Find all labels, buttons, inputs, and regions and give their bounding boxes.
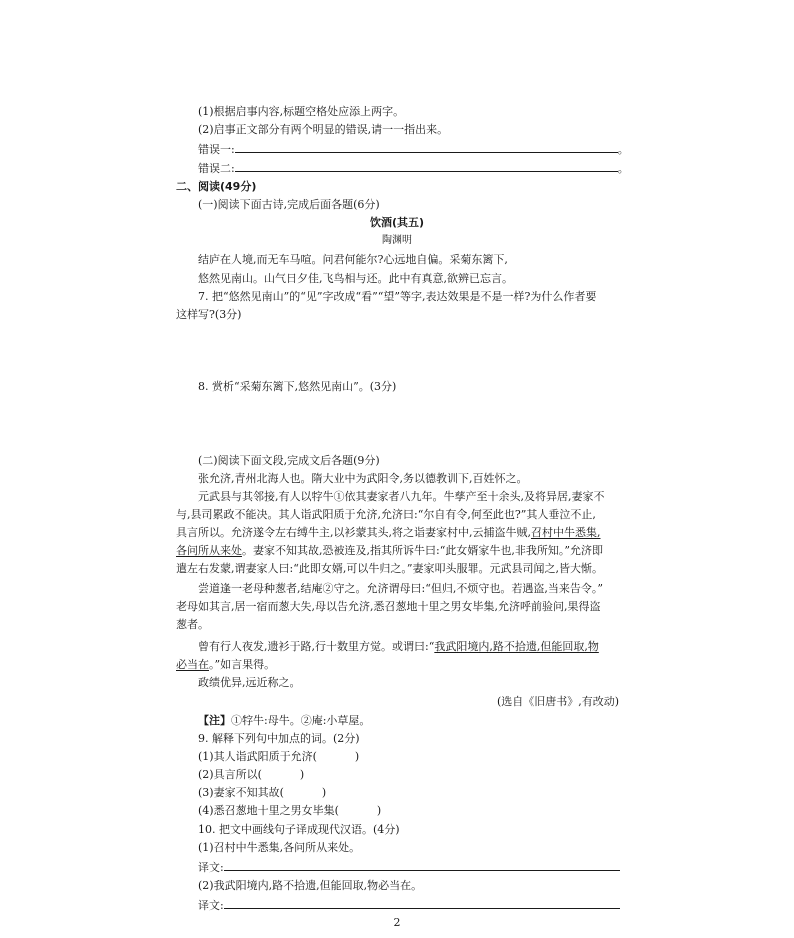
- close-paren: ): [354, 750, 360, 763]
- prose-text: 具言所以。允济遂令左右缚牛主,以衫蒙其头,将之诣妻家村中,云捕盗牛贼,: [176, 526, 531, 539]
- question-7: 7. 把“悠然见南山”的“见”字改成“看”“望”等字,表达效果是不是一样?为什么作者要: [198, 290, 597, 303]
- question-10-1: (1)召村中牛悉集,各问所从来处。: [198, 841, 361, 854]
- prose-paragraph-1: 张允济,青州北海人也。隋大业中为武阳令,务以德教训下,百姓怀之。: [198, 472, 528, 485]
- error-one-label: 错误一:: [198, 143, 235, 156]
- question-8: 8. 赏析“采菊东篱下,悠然见南山”。(3分): [198, 380, 397, 393]
- poem-line-1: 结庐在人境,而无车马喧。问君何能尔?心远地自偏。采菊东篱下,: [198, 253, 508, 266]
- poem-instruction: (一)阅读下面古诗,完成后面各题(6分): [198, 198, 380, 211]
- prose-p2-line3: [176, 525, 600, 540]
- translation-blank-2[interactable]: [224, 897, 620, 909]
- prose-p2-line5: 遣左右发蒙,谓妻家人曰:“此即女婿,可以牛归之。”妻家叩头服罪。元武县司闻之,皆大惭。: [176, 562, 603, 575]
- prose-p4-line2: [176, 657, 275, 672]
- translation-row-1: [198, 859, 620, 875]
- poem-line-2: 悠然见南山。山气日夕佳,飞鸟相与还。此中有真意,欲辨已忘言。: [198, 272, 513, 285]
- question-1: (1)根据启事内容,标题空格处应添上两字。: [198, 105, 405, 118]
- prose-p3-line2: 老母如其言,居一宿而葱大失,母以告允济,悉召葱地十里之男女毕集,允济呼前验问,果得盗: [176, 600, 601, 613]
- end-mark: 。: [617, 162, 629, 175]
- note-label: 【注】: [198, 714, 231, 727]
- question-9: 9. 解释下列句中加点的词。(2分): [198, 732, 360, 745]
- prose-text: 。”如言果得。: [209, 658, 276, 671]
- prose-p2-line1: 元武县与其邻接,有人以牸牛①依其妻家者八九年。牛孳产至十余头,及将异居,妻家不: [198, 490, 605, 503]
- underlined-sentence-1a: 召村中牛悉集,: [530, 526, 601, 539]
- prose-p2-line4: [176, 543, 603, 558]
- page-number: 2: [393, 916, 401, 929]
- question-10: 10. 把文中画线句子译成现代汉语。(4分): [198, 823, 400, 836]
- close-paren: ): [299, 768, 305, 781]
- error-one-row: [198, 141, 629, 157]
- question-9-3: [198, 785, 326, 800]
- translation-row-2: [198, 897, 620, 913]
- section-title: 二、阅读(49分): [176, 180, 257, 193]
- prose-paragraph-5: 政绩优异,远近称之。: [198, 676, 301, 689]
- prose-instruction: (二)阅读下面文段,完成文后各题(9分): [198, 454, 380, 467]
- question-9-2: [198, 767, 304, 782]
- question-9-3-text: (3)妻家不知其故(: [198, 786, 284, 799]
- source-citation: (选自《旧唐书》,有改动): [497, 695, 620, 708]
- question-2: (2)启事正文部分有两个明显的错误,请一一指出来。: [198, 123, 449, 136]
- end-mark: 。: [617, 143, 629, 156]
- error-two-blank[interactable]: [235, 160, 618, 172]
- question-7-cont: 这样写?(3分): [176, 308, 242, 321]
- error-two-label: 错误二:: [198, 162, 235, 175]
- note-text: ①牸牛:母牛。②庵:小草屋。: [231, 714, 371, 727]
- error-one-blank[interactable]: [235, 141, 618, 153]
- translation-blank-1[interactable]: [224, 859, 620, 871]
- notes: [198, 713, 370, 728]
- question-9-4-text: (4)悉召葱地十里之男女毕集(: [198, 804, 339, 817]
- question-9-1-text: (1)其人诣武阳质于允济(: [198, 750, 317, 763]
- question-9-2-text: (2)具言所以(: [198, 768, 262, 781]
- translation-label: 译文:: [198, 861, 224, 874]
- prose-p4-line1: [198, 639, 599, 654]
- prose-p3-line1: 尝道逢一老母种葱者,结庵②守之。允济谓母曰:“但归,不烦守也。若遇盗,当来告令。”: [198, 582, 603, 595]
- prose-p2-line2: 与,县司累政不能决。其人诣武阳质于允济,允济曰:“尔自有令,何至此也?”其人垂泣不止,: [176, 508, 596, 521]
- underlined-sentence-1b: 各问所从来处: [176, 544, 242, 557]
- error-two-row: [198, 160, 629, 176]
- question-9-4: [198, 803, 381, 818]
- poem-title: 饮酒(其五): [369, 216, 425, 229]
- underlined-sentence-2a: 我武阳境内,路不拾遗,但能回取,物: [434, 640, 599, 653]
- close-paren: ): [376, 804, 382, 817]
- poem-author: 陶渊明: [382, 235, 412, 246]
- close-paren: ): [321, 786, 327, 799]
- prose-text: 。妻家不知其故,恐被连及,指其所诉牛曰:“此女婿家牛也,非我所知。”允济即: [242, 544, 603, 557]
- prose-text: 曾有行人夜发,遗衫于路,行十数里方觉。或谓曰:“: [198, 640, 435, 653]
- translation-label: 译文:: [198, 899, 224, 912]
- question-10-2: (2)我武阳境内,路不拾遗,但能回取,物必当在。: [198, 879, 423, 892]
- question-9-1: [198, 749, 359, 764]
- prose-p3-line3: 葱者。: [176, 618, 209, 631]
- underlined-sentence-2b: 必当在: [176, 658, 209, 671]
